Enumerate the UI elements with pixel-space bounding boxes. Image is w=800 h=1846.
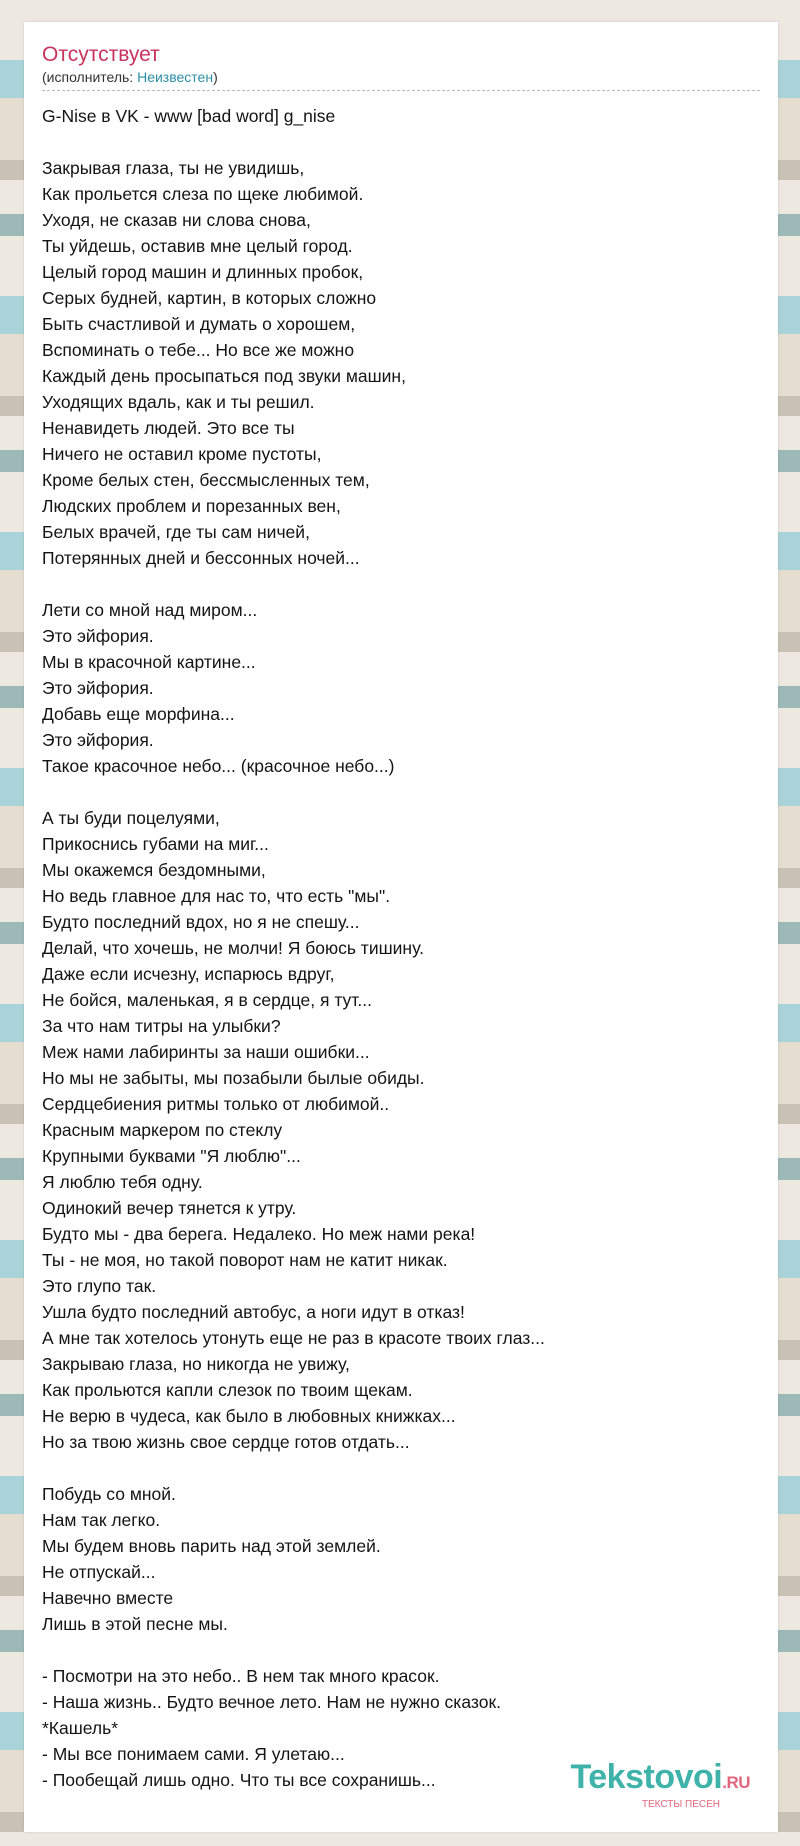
lyric-line: Побудь со мной. (42, 1484, 176, 1504)
lyric-line: Меж нами лабиринты за наши ошибки... (42, 1042, 370, 1062)
lyric-line: Не отпускай... (42, 1562, 156, 1582)
lyric-line: - Наша жизнь.. Будто вечное лето. Нам не нужно сказок. (42, 1692, 501, 1712)
site-logo[interactable] (571, 1760, 750, 1810)
lyric-line: А ты буди поцелуями, (42, 808, 220, 828)
lyric-line: Это эйфория. (42, 678, 154, 698)
lyric-line: Добавь еще морфина... (42, 704, 235, 724)
lyric-line: Делай, что хочешь, не молчи! Я боюсь тишину. (42, 938, 424, 958)
lyric-line: Одинокий вечер тянется к утру. (42, 1198, 297, 1218)
lyric-line: Потерянных дней и бессонных ночей... (42, 548, 360, 568)
lyric-line: Ты - не моя, но такой поворот нам не катит никак. (42, 1250, 448, 1270)
lyric-line: Не бойся, маленькая, я в сердце, я тут... (42, 990, 372, 1010)
lyric-line: - Посмотри на это небо.. В нем так много красок. (42, 1666, 440, 1686)
lyric-line: Вспоминать о тебе... Но все же можно (42, 340, 355, 360)
lyric-line: Ушла будто последний автобус, а ноги идут в отказ! (42, 1302, 465, 1322)
lyric-line: Это глупо так. (42, 1276, 157, 1296)
lyric-line: Белых врачей, где ты сам ничей, (42, 522, 310, 542)
artist-line (42, 68, 760, 91)
artist-suffix: ) (213, 69, 218, 85)
lyric-line: Мы окажемся бездомными, (42, 860, 266, 880)
lyric-line: Красным маркером по стеклу (42, 1120, 283, 1140)
lyric-line: Будто мы - два берега. Недалеко. Но меж нами река! (42, 1224, 476, 1244)
lyric-line: Уходящих вдаль, как и ты решил. (42, 392, 315, 412)
lyric-line: Даже если исчезну, испарюсь вдруг, (42, 964, 335, 984)
lyric-line: *Кашель* (42, 1718, 119, 1738)
lyric-line: - Пообещай лишь одно. Что ты все сохранишь... (42, 1770, 436, 1790)
lyric-line: Людских проблем и порезанных вен, (42, 496, 341, 516)
lyric-line: Прикоснись губами на миг... (42, 834, 269, 854)
lyrics-card (24, 22, 778, 1832)
stanza-gap (42, 1637, 760, 1663)
lyric-line: Как прольются капли слезок по твоим щекам. (42, 1380, 413, 1400)
lyric-line: Такое красочное небо... (красочное небо...) (42, 756, 395, 776)
lyric-line: Но мы не забыты, мы позабыли былые обиды. (42, 1068, 425, 1088)
lyric-line: Будто последний вдох, но я не спешу... (42, 912, 360, 932)
lyrics-content (42, 42, 760, 1793)
lyric-line: Как прольется слеза по щеке любимой. (42, 184, 364, 204)
lyric-line: Я люблю тебя одну. (42, 1172, 203, 1192)
logo-name: Tekstovoi (570, 1758, 723, 1796)
artist-link[interactable]: Неизвестен (137, 69, 214, 85)
lyric-line: Закрываю глаза, но никогда не увижу, (42, 1354, 350, 1374)
lyric-line: Уходя, не сказав ни слова снова, (42, 210, 311, 230)
lyric-line: Целый город машин и длинных пробок, (42, 262, 364, 282)
lyric-line: За что нам титры на улыбки? (42, 1016, 281, 1036)
lyric-line: Но за твою жизнь свое сердце готов отдать... (42, 1432, 410, 1452)
lyric-line: Лишь в этой песне мы. (42, 1614, 228, 1634)
lyric-line: G-Nise в VK - www [bad word] g_nise (42, 106, 336, 126)
lyric-line: Быть счастливой и думать о хорошем, (42, 314, 356, 334)
stanza-gap (42, 571, 760, 597)
lyric-line: Кроме белых стен, бессмысленных тем, (42, 470, 370, 490)
lyric-line: Это эйфория. (42, 730, 154, 750)
lyric-line: Лети со мной над миром... (42, 600, 258, 620)
stanza-gap (42, 1455, 760, 1481)
lyric-line: Серых будней, картин, в которых сложно (42, 288, 377, 308)
lyric-line: Крупными буквами "Я люблю"... (42, 1146, 301, 1166)
lyric-line: Ненавидеть людей. Это все ты (42, 418, 295, 438)
logo-wordmark (571, 1760, 750, 1800)
lyric-line: Мы в красочной картине... (42, 652, 256, 672)
lyric-line: Сердцебиения ритмы только от любимой.. (42, 1094, 390, 1114)
artist-prefix: (исполнитель: (42, 69, 138, 85)
lyric-line: Это эйфория. (42, 626, 154, 646)
lyric-line: Не верю в чудеса, как было в любовных книжках... (42, 1406, 456, 1426)
stanza-gap (42, 779, 760, 805)
lyric-line: - Мы все понимаем сами. Я улетаю... (42, 1744, 345, 1764)
lyric-line: Мы будем вновь парить над этой землей. (42, 1536, 381, 1556)
lyric-line: Навечно вместе (42, 1588, 174, 1608)
lyric-line: Закрывая глаза, ты не увидишь, (42, 158, 305, 178)
logo-tagline: ТЕКСТЫ ПЕСЕН (641, 1799, 720, 1810)
lyric-line: Ничего не оставил кроме пустоты, (42, 444, 322, 464)
lyrics-body (42, 103, 760, 1793)
lyric-line: Нам так легко. (42, 1510, 161, 1530)
logo-tld: .RU (722, 1773, 750, 1792)
lyric-line: Каждый день просыпаться под звуки машин, (42, 366, 406, 386)
lyric-line: Ты уйдешь, оставив мне целый город. (42, 236, 353, 256)
lyric-line: А мне так хотелось утонуть еще не раз в красоте твоих глаз... (42, 1328, 545, 1348)
stanza-gap (42, 129, 760, 155)
lyric-line: Но ведь главное для нас то, что есть "мы". (42, 886, 391, 906)
song-title: Отсутствует (42, 43, 160, 66)
